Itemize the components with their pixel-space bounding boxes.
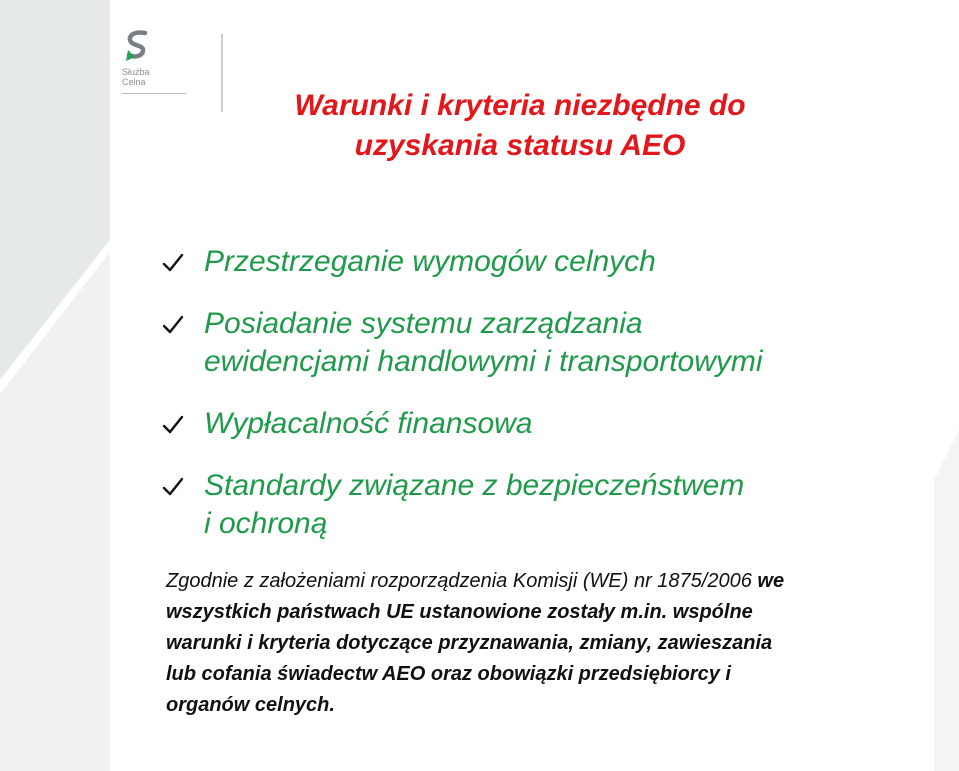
criteria-item-text: Przestrzeganie wymogów celnych (204, 245, 656, 278)
criteria-item-safety-security (160, 467, 920, 543)
checkmark-icon (162, 252, 184, 274)
criteria-item-text-continued: i ochroną (204, 507, 328, 540)
criteria-item-financial-solvency (160, 405, 920, 443)
criteria-item-text: Wypłacalność finansowa (204, 407, 533, 440)
criteria-checklist (160, 243, 920, 543)
criteria-item-text: Standardy związane z bezpieczeństwem (204, 469, 745, 502)
customs-logo (122, 30, 188, 94)
checkmark-icon (162, 414, 184, 436)
logo-name-line2: Celna (122, 77, 146, 87)
title-line-2: uzyskania statusu AEO (354, 129, 686, 162)
criteria-item-text-continued: ewidencjami handlowymi i transportowymi (204, 345, 763, 378)
header-divider (221, 34, 223, 112)
note-line-1 (166, 566, 959, 597)
note-line-5: organów celnych. (166, 694, 335, 716)
checkmark-icon (162, 476, 184, 498)
title-line-1: Warunki i kryteria niezbędne do (294, 89, 746, 122)
note-line-2: wszystkich państwach UE ustanowione zostały m.in. wspólne (166, 601, 753, 623)
logo-rule (122, 93, 186, 94)
note-line-4: lub cofania świadectw AEO oraz obowiązki przedsiębiorcy i (166, 663, 731, 685)
criteria-item-customs-compliance (160, 243, 920, 281)
logo-name-line1: Służba (122, 67, 150, 77)
criteria-item-text: Posiadanie systemu zarządzania (204, 307, 643, 340)
slide-title (240, 86, 800, 166)
note-line-1-bold: we (757, 570, 785, 592)
criteria-item-records-management (160, 305, 920, 381)
regulation-note (166, 566, 959, 721)
checkmark-icon (162, 314, 184, 336)
logo-text (122, 67, 188, 87)
note-line-3: warunki i kryteria dotyczące przyznawania, zmiany, zawieszania (166, 632, 773, 654)
note-line-1-regular: Zgodnie z założeniami rozporządzenia Komisji (WE) nr 1875/2006 (166, 570, 758, 592)
customs-emblem-icon (122, 30, 152, 64)
